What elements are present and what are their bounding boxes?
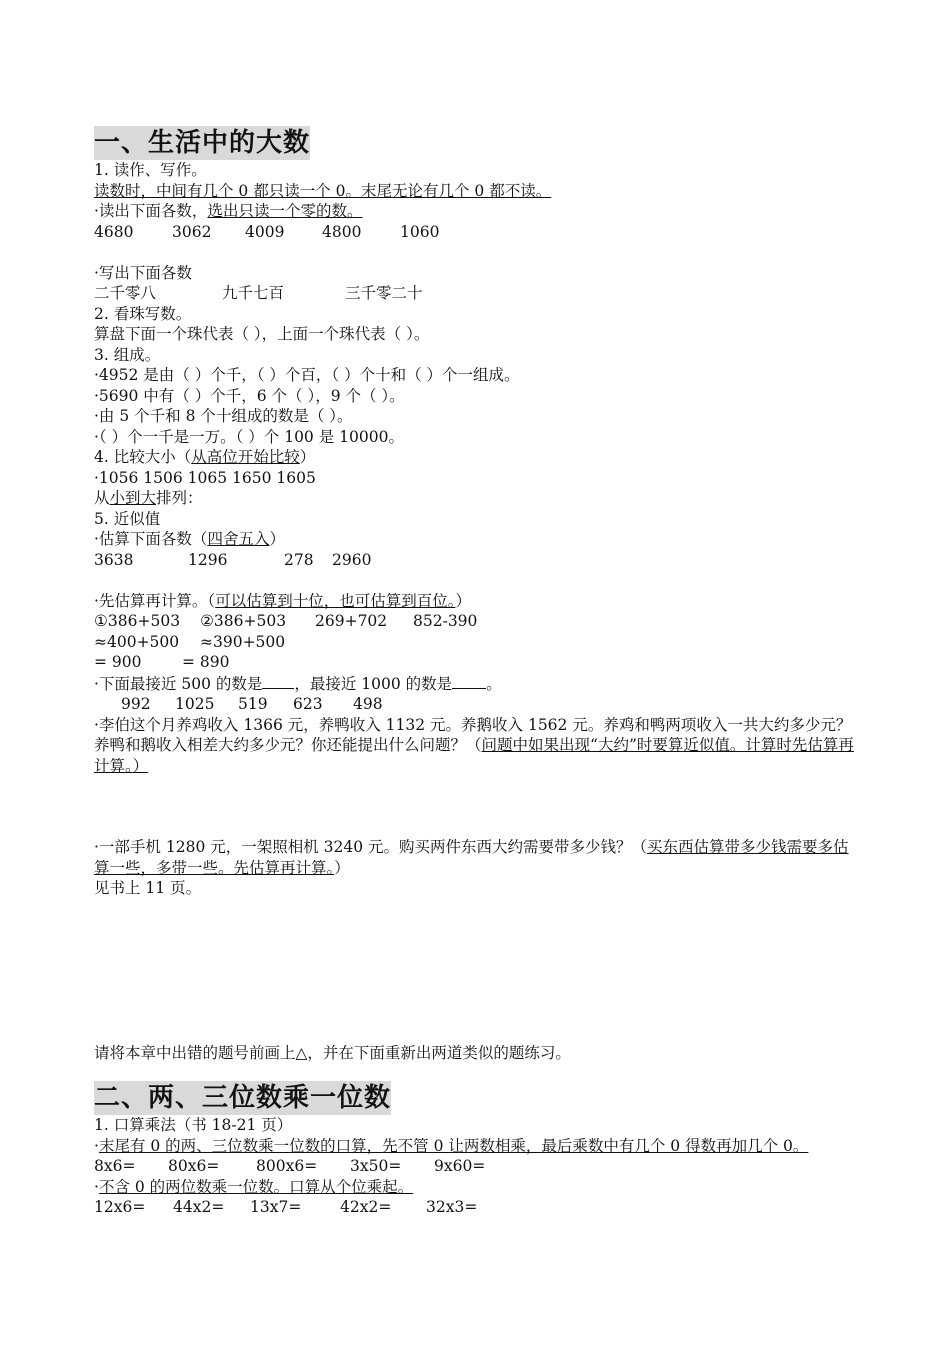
s2-text: 算盘下面一个珠代表（ ），上面一个珠代表（ ）。 [94, 325, 430, 343]
book-reference: 见书上 11 页。 [94, 879, 202, 897]
s2-title: 2. 看珠写数。 [94, 304, 192, 323]
s4-numbers: ·1056 1506 1065 1650 1605 [94, 468, 316, 487]
nearest-1000-blank[interactable] [452, 673, 486, 689]
write-title: ·写出下面各数 [94, 263, 192, 282]
s3-q3: ·由 5 个千和 8 个十组成的数是（ ）。 [94, 407, 353, 425]
phone-problem: ·一部手机 1280 元，一架照相机 3240 元。购买两件东西大约需要带多少钱？（买东西估算带多少钱需要多估算一些，多带一些。先估算再计算。） [94, 838, 849, 877]
s5-title: 5. 近似值 [94, 509, 161, 528]
s3-q1: ·4952 是由（ ）个千，（ ）个百，（ ）个十和（ ）个一组成。 [94, 366, 520, 384]
rule-no-zero: ·不含 0 的两位数乘一位数。口算从个位乘起。 [94, 1177, 414, 1196]
nearest-question: ·下面最接近 500 的数是 ，最接近 1000 的数是 。 [94, 674, 502, 693]
calc-row-3: = 900 = 890 [94, 653, 230, 671]
s4-title: 4. 比较大小（从高位开始比较） [94, 448, 316, 466]
farm-problem: ·李伯这个月养鸡收入 1366 元，养鸭收入 1132 元。养鹅收入 1562 元。养鸡和鸭两项收入一共大约多少元？养鸭和鹅收入相差大约多少元？你还能提出什么问题？（问题中如果出现“大约”时要算近似值。计算时先估算再计算。） [94, 715, 854, 775]
section2-title: 二、两、三位数乘一位数 [94, 1083, 392, 1113]
s1-title: 1. 读作、写作。 [94, 161, 207, 179]
write-items: 二千零八 九千七百 三千零二十 [94, 284, 423, 302]
s2-1-title: 1. 口算乘法（书 18-21 页） [94, 1116, 293, 1134]
nearest-numbers: 992 1025 519 623 498 [121, 695, 383, 713]
mult-row-1: 8x6= 80x6= 800x6= 3x50= 9x60= [94, 1157, 486, 1175]
s3-title: 3. 组成。 [94, 345, 161, 364]
calc-row-1: ①386+503 ②386+503 269+702 852-390 [94, 612, 478, 630]
estimate-numbers: 3638 1296 278 2960 [94, 550, 372, 569]
calc-instruction: ·先估算再计算。（可以估算到十位，也可估算到百位。） [94, 591, 471, 610]
s3-q4: ·（ ）个一千是一万。（ ）个 100 是 10000。 [94, 427, 404, 446]
rule-trailing-zero: ·末尾有 0 的两、三位数乘一位数的口算，先不管 0 让两数相乘，最后乘数中有几个 0 得数再加几个 0。 [94, 1136, 809, 1155]
review-note: 请将本章中出错的题号前画上△，并在下面重新出两道类似的题练习。 [94, 1043, 571, 1062]
calc-row-2: ≈400+500 ≈390+500 [94, 632, 286, 651]
worksheet-content [94, 126, 864, 1218]
nearest-500-blank[interactable] [262, 673, 294, 689]
estimate-instruction: ·估算下面各数（四舍五入） [94, 530, 285, 548]
s1-rule: 读数时，中间有几个 0 都只读一个 0。末尾无论有几个 0 都不读。 [94, 181, 552, 200]
read-instruction: ·读出下面各数，选出只读一个零的数。 [94, 202, 363, 220]
read-numbers: 4680 3062 4009 4800 1060 [94, 222, 440, 241]
s4-order: 从小到大排列： [94, 489, 203, 507]
mult-row-2: 12x6= 44x2= 13x7= 42x2= 32x3= [94, 1198, 478, 1216]
section1-title: 一、生活中的大数 [94, 128, 311, 158]
s3-q2: ·5690 中有（ ）个千，6 个（ ），9 个（ ）。 [94, 386, 405, 405]
